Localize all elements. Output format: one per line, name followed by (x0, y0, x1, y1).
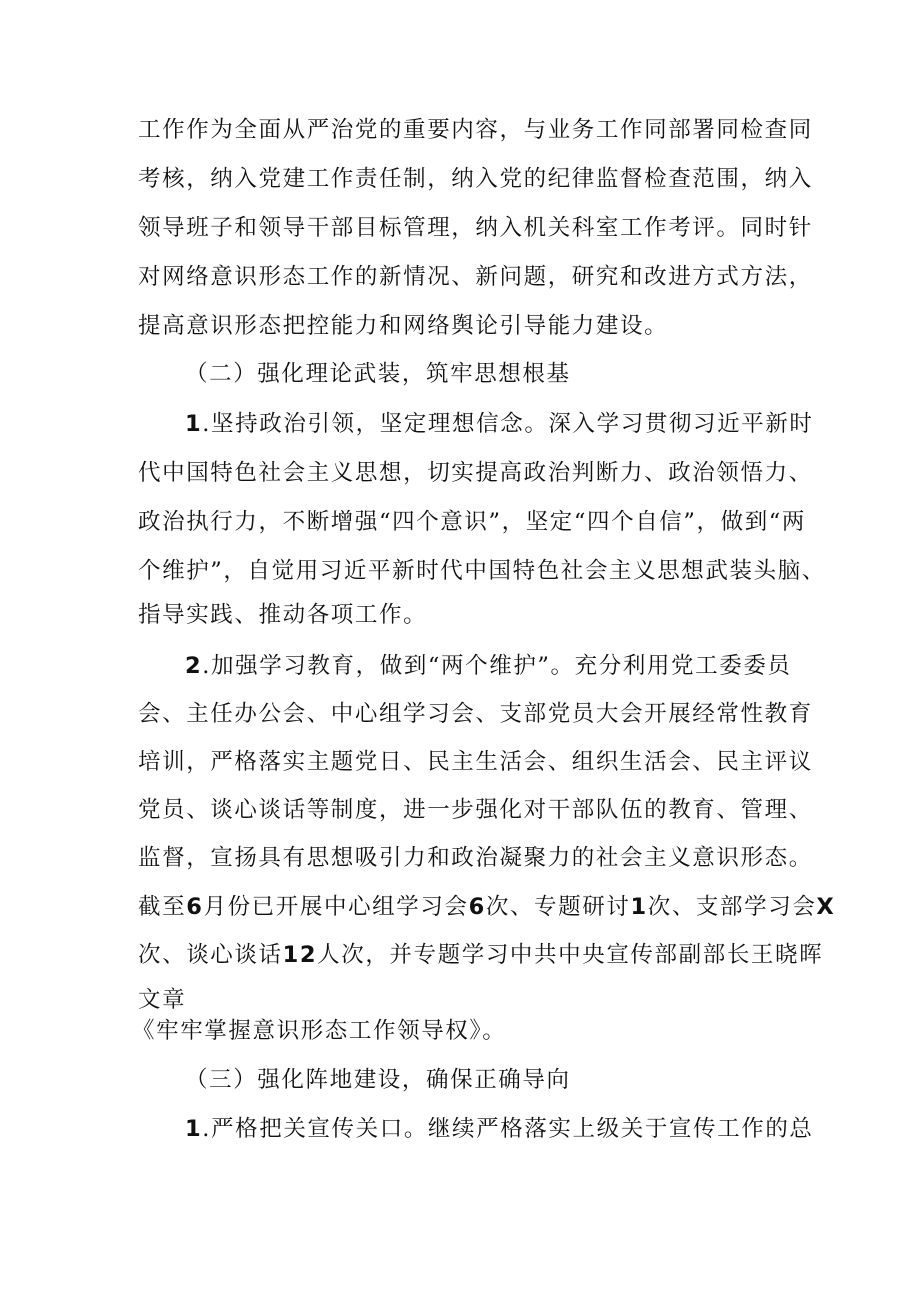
stats-text: 次、支部学习会 (647, 894, 817, 920)
section-heading-3: （三）强化阵地建设，确保正确导向 (185, 1067, 571, 1093)
item-number: 1 (185, 411, 203, 437)
stats-number: 6 (186, 894, 204, 920)
item-number: 1 (185, 1116, 203, 1142)
stats-text: 人次，并专题学习中共中央宣传部副部长王晓晖 (317, 942, 824, 968)
paragraph-line: 《牢牢掌握意识形态工作领导权》。 (132, 1018, 507, 1044)
stats-text: 次、谈心谈话 (138, 942, 283, 968)
paragraph-line: 文章 (138, 987, 187, 1013)
stats-number: X (816, 894, 836, 920)
stats-text: 次、专题研讨 (485, 894, 631, 920)
item-3-1-first-line (185, 1114, 814, 1144)
stats-number: 6 (468, 894, 486, 920)
item-title-text: .严格把关宣传关口。继续严格落实上级关于宣传工作的总 (202, 1116, 814, 1142)
paragraph-line: 政治执行力，不断增强“四个意识”，坚定“四个自信”，做到“两 (138, 509, 807, 535)
item-title-text: .加强学习教育，做到“两个维护”。充分利用党工委委员 (202, 653, 792, 679)
paragraph-line: 工作作为全面从严治党的重要内容，与业务工作同部署同检查同 (138, 117, 813, 143)
paragraph-line: 考核，纳入党建工作责任制，纳入党的纪律监督检查范围，纳入 (138, 166, 813, 192)
section-heading-2: （二）强化理论武装，筑牢思想根基 (185, 361, 571, 387)
item-number: 2 (185, 653, 203, 679)
item-2-2-first-line (185, 651, 792, 681)
item-2-1-first-line (185, 409, 814, 439)
paragraph-line: 提高意识形态把控能力和网络舆论引导能力建设。 (138, 313, 669, 339)
paragraph-line: 代中国特色社会主义思想，切实提高政治判断力、政治领悟力、 (138, 460, 813, 486)
stats-text: 截至 (138, 894, 187, 920)
paragraph-line: 领导班子和领导干部目标管理，纳入机关科室工作考评。同时针 (138, 215, 813, 241)
paragraph-line: 党员、谈心谈话等制度，进一步强化对干部队伍的教育、管理、 (138, 797, 813, 823)
paragraph-line: 指导实践、推动各项工作。 (138, 602, 428, 628)
stats-line-2 (138, 940, 823, 970)
stats-text: 月份已开展中心组学习会 (203, 894, 469, 920)
paragraph-line: 会、主任办公会、中心组学习会、支部党员大会开展经常性教育 (138, 701, 813, 727)
item-title-text: .坚持政治引领，坚定理想信念。深入学习贯彻习近平新时 (202, 411, 814, 437)
paragraph-line: 对网络意识形态工作的新情况、新问题，研究和改进方式方法， (138, 264, 813, 290)
stats-number: 12 (282, 942, 318, 968)
paragraph-line: 监督，宣扬具有思想吸引力和政治凝聚力的社会主义意识形态。 (138, 845, 813, 871)
paragraph-line: 个维护”，自觉用习近平新时代中国特色社会主义思想武装头脑、 (138, 558, 826, 584)
stats-number: 1 (630, 894, 648, 920)
paragraph-line: 培训，严格落实主题党日、民主生活会、组织生活会、民主评议 (138, 749, 813, 775)
stats-line (138, 892, 835, 922)
